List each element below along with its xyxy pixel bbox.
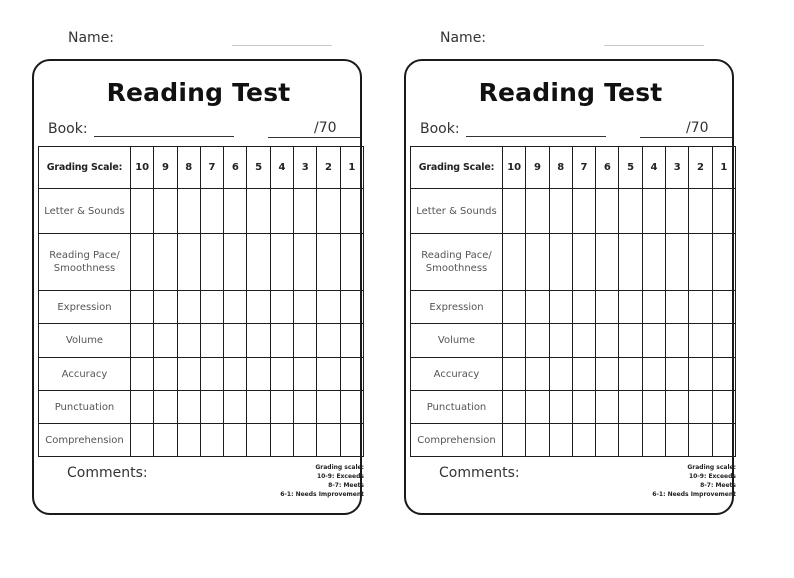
scale-value: 9 bbox=[154, 147, 177, 189]
score-cell[interactable] bbox=[503, 324, 526, 358]
score-cell[interactable] bbox=[666, 324, 689, 358]
scale-value: 1 bbox=[340, 147, 363, 189]
grading-scale-label: Grading Scale: bbox=[411, 147, 503, 189]
score-cell[interactable] bbox=[503, 291, 526, 324]
score-cell[interactable] bbox=[294, 324, 317, 358]
legend-line: 6-1: Needs Improvement bbox=[280, 491, 364, 498]
score-cell[interactable] bbox=[689, 391, 712, 424]
score-cell[interactable] bbox=[200, 391, 223, 424]
score-cell[interactable] bbox=[317, 234, 340, 291]
score-cell[interactable] bbox=[154, 189, 177, 234]
score-cell[interactable] bbox=[224, 424, 247, 457]
score-cell[interactable] bbox=[317, 189, 340, 234]
legend-line: 8-7: Meets bbox=[700, 482, 736, 489]
book-line[interactable] bbox=[94, 136, 234, 137]
score-cell[interactable] bbox=[131, 391, 154, 424]
score-cell[interactable] bbox=[712, 391, 735, 424]
score-line[interactable] bbox=[640, 137, 732, 138]
score-cell[interactable] bbox=[294, 291, 317, 324]
score-cell[interactable] bbox=[526, 358, 549, 391]
score-cell[interactable] bbox=[131, 189, 154, 234]
score-cell[interactable] bbox=[224, 291, 247, 324]
score-cell[interactable] bbox=[642, 424, 665, 457]
score-cell[interactable] bbox=[666, 189, 689, 234]
table-row bbox=[39, 324, 364, 358]
score-cell[interactable] bbox=[572, 234, 595, 291]
score-cell[interactable] bbox=[689, 358, 712, 391]
score-cell[interactable] bbox=[526, 189, 549, 234]
score-line[interactable] bbox=[268, 137, 360, 138]
name-line[interactable] bbox=[232, 45, 332, 46]
score-cell[interactable] bbox=[340, 424, 363, 457]
score-cell[interactable] bbox=[503, 234, 526, 291]
score-cell[interactable] bbox=[131, 324, 154, 358]
page-title: Reading Test bbox=[106, 78, 291, 107]
score-cell[interactable] bbox=[177, 291, 200, 324]
score-cell[interactable] bbox=[549, 189, 572, 234]
table-row bbox=[39, 147, 364, 189]
criterion-label: Reading Pace/ Smoothness bbox=[39, 234, 131, 291]
score-cell[interactable] bbox=[270, 324, 293, 358]
score-cell[interactable] bbox=[689, 234, 712, 291]
score-cell[interactable] bbox=[596, 234, 619, 291]
name-line[interactable] bbox=[604, 45, 704, 46]
table-row bbox=[411, 391, 736, 424]
score-cell[interactable] bbox=[619, 324, 642, 358]
score-cell[interactable] bbox=[200, 358, 223, 391]
score-cell[interactable] bbox=[642, 358, 665, 391]
table-row bbox=[411, 291, 736, 324]
score-cell[interactable] bbox=[294, 358, 317, 391]
score-cell[interactable] bbox=[247, 391, 270, 424]
score-cell[interactable] bbox=[131, 234, 154, 291]
criterion-label: Punctuation bbox=[39, 391, 131, 424]
score-cell[interactable] bbox=[689, 291, 712, 324]
name-label: Name: bbox=[440, 30, 487, 46]
score-cell[interactable] bbox=[224, 324, 247, 358]
score-cell[interactable] bbox=[619, 189, 642, 234]
criterion-label: Punctuation bbox=[411, 391, 503, 424]
score-cell[interactable] bbox=[247, 424, 270, 457]
score-cell[interactable] bbox=[572, 324, 595, 358]
score-cell[interactable] bbox=[270, 291, 293, 324]
score-cell[interactable] bbox=[317, 424, 340, 457]
score-cell[interactable] bbox=[177, 424, 200, 457]
table-row bbox=[411, 234, 736, 291]
score-cell[interactable] bbox=[619, 234, 642, 291]
score-cell[interactable] bbox=[131, 358, 154, 391]
score-cell[interactable] bbox=[572, 358, 595, 391]
score-cell[interactable] bbox=[177, 358, 200, 391]
criterion-label: Volume bbox=[411, 324, 503, 358]
criterion-label: Letter & Sounds bbox=[39, 189, 131, 234]
reading-test-sheet-right bbox=[372, 0, 769, 578]
scale-value: 1 bbox=[712, 147, 735, 189]
score-cell[interactable] bbox=[247, 324, 270, 358]
score-cell[interactable] bbox=[596, 291, 619, 324]
score-cell[interactable] bbox=[712, 324, 735, 358]
score-cell[interactable] bbox=[154, 291, 177, 324]
score-cell[interactable] bbox=[154, 424, 177, 457]
comments-label: Comments: bbox=[439, 465, 520, 481]
score-cell[interactable] bbox=[340, 234, 363, 291]
score-cell[interactable] bbox=[247, 189, 270, 234]
score-cell[interactable] bbox=[642, 324, 665, 358]
criterion-label: Expression bbox=[39, 291, 131, 324]
criterion-label: Accuracy bbox=[39, 358, 131, 391]
score-cell[interactable] bbox=[526, 391, 549, 424]
score-cell[interactable] bbox=[619, 424, 642, 457]
score-cell[interactable] bbox=[270, 358, 293, 391]
score-cell[interactable] bbox=[270, 391, 293, 424]
legend-line: 8-7: Meets bbox=[328, 482, 364, 489]
table-row bbox=[411, 358, 736, 391]
score-cell[interactable] bbox=[642, 391, 665, 424]
score-cell[interactable] bbox=[294, 189, 317, 234]
score-cell[interactable] bbox=[549, 291, 572, 324]
scale-value: 6 bbox=[224, 147, 247, 189]
table-row bbox=[411, 147, 736, 189]
score-cell[interactable] bbox=[340, 391, 363, 424]
scale-value: 2 bbox=[689, 147, 712, 189]
score-cell[interactable] bbox=[340, 189, 363, 234]
score-cell[interactable] bbox=[549, 391, 572, 424]
score-cell[interactable] bbox=[200, 189, 223, 234]
scale-value: 8 bbox=[549, 147, 572, 189]
book-line[interactable] bbox=[466, 136, 606, 137]
score-cell[interactable] bbox=[177, 391, 200, 424]
score-cell[interactable] bbox=[572, 291, 595, 324]
score-cell[interactable] bbox=[200, 424, 223, 457]
score-cell[interactable] bbox=[526, 291, 549, 324]
score-total: /70 bbox=[314, 120, 337, 136]
score-cell[interactable] bbox=[642, 234, 665, 291]
score-cell[interactable] bbox=[549, 358, 572, 391]
score-cell[interactable] bbox=[712, 358, 735, 391]
scale-value: 10 bbox=[503, 147, 526, 189]
score-cell[interactable] bbox=[340, 324, 363, 358]
score-cell[interactable] bbox=[689, 189, 712, 234]
grading-scale-label: Grading Scale: bbox=[39, 147, 131, 189]
score-cell[interactable] bbox=[666, 358, 689, 391]
name-label: Name: bbox=[68, 30, 115, 46]
table-row bbox=[39, 358, 364, 391]
page-title: Reading Test bbox=[478, 78, 663, 107]
score-cell[interactable] bbox=[526, 324, 549, 358]
score-cell[interactable] bbox=[177, 189, 200, 234]
score-cell[interactable] bbox=[712, 189, 735, 234]
score-cell[interactable] bbox=[642, 291, 665, 324]
scale-value: 6 bbox=[596, 147, 619, 189]
score-cell[interactable] bbox=[572, 424, 595, 457]
score-cell[interactable] bbox=[224, 234, 247, 291]
score-cell[interactable] bbox=[154, 234, 177, 291]
scale-value: 3 bbox=[294, 147, 317, 189]
score-cell[interactable] bbox=[666, 424, 689, 457]
criterion-label: Accuracy bbox=[411, 358, 503, 391]
grading-table bbox=[38, 146, 364, 457]
score-cell[interactable] bbox=[526, 234, 549, 291]
score-cell[interactable] bbox=[177, 324, 200, 358]
score-cell[interactable] bbox=[247, 358, 270, 391]
score-cell[interactable] bbox=[619, 291, 642, 324]
table-row bbox=[39, 234, 364, 291]
score-cell[interactable] bbox=[689, 324, 712, 358]
criterion-label: Letter & Sounds bbox=[411, 189, 503, 234]
legend-line: 10-9: Exceeds bbox=[316, 473, 364, 480]
score-cell[interactable] bbox=[666, 291, 689, 324]
score-cell[interactable] bbox=[549, 234, 572, 291]
scale-value: 7 bbox=[200, 147, 223, 189]
score-cell[interactable] bbox=[666, 234, 689, 291]
score-cell[interactable] bbox=[549, 324, 572, 358]
score-cell[interactable] bbox=[317, 324, 340, 358]
criterion-label: Expression bbox=[411, 291, 503, 324]
book-label: Book: bbox=[420, 121, 460, 137]
score-cell[interactable] bbox=[619, 391, 642, 424]
table-row bbox=[39, 424, 364, 457]
scale-value: 10 bbox=[131, 147, 154, 189]
score-cell[interactable] bbox=[317, 358, 340, 391]
scale-value: 2 bbox=[317, 147, 340, 189]
comments-label: Comments: bbox=[67, 465, 148, 481]
score-cell[interactable] bbox=[317, 291, 340, 324]
score-cell[interactable] bbox=[270, 234, 293, 291]
criterion-label: Comprehension bbox=[411, 424, 503, 457]
score-cell[interactable] bbox=[596, 424, 619, 457]
score-cell[interactable] bbox=[596, 189, 619, 234]
grading-legend bbox=[652, 463, 736, 499]
score-cell[interactable] bbox=[270, 424, 293, 457]
legend-line: 10-9: Exceeds bbox=[688, 473, 736, 480]
grading-table bbox=[410, 146, 736, 457]
score-cell[interactable] bbox=[642, 189, 665, 234]
score-cell[interactable] bbox=[340, 358, 363, 391]
scale-value: 7 bbox=[572, 147, 595, 189]
scale-value: 5 bbox=[619, 147, 642, 189]
score-cell[interactable] bbox=[294, 424, 317, 457]
scale-value: 4 bbox=[642, 147, 665, 189]
legend-line: Grading scale: bbox=[315, 464, 364, 471]
criterion-label: Volume bbox=[39, 324, 131, 358]
score-cell[interactable] bbox=[154, 324, 177, 358]
legend-line: 6-1: Needs Improvement bbox=[652, 491, 736, 498]
score-total: /70 bbox=[686, 120, 709, 136]
score-cell[interactable] bbox=[549, 424, 572, 457]
score-cell[interactable] bbox=[131, 291, 154, 324]
score-cell[interactable] bbox=[572, 189, 595, 234]
score-cell[interactable] bbox=[200, 291, 223, 324]
score-cell[interactable] bbox=[270, 189, 293, 234]
scale-value: 9 bbox=[526, 147, 549, 189]
grading-legend bbox=[280, 463, 364, 499]
score-cell[interactable] bbox=[572, 391, 595, 424]
score-cell[interactable] bbox=[712, 424, 735, 457]
score-cell[interactable] bbox=[294, 391, 317, 424]
score-cell[interactable] bbox=[689, 424, 712, 457]
table-row bbox=[39, 189, 364, 234]
scale-value: 4 bbox=[270, 147, 293, 189]
legend-line: Grading scale: bbox=[687, 464, 736, 471]
score-cell[interactable] bbox=[526, 424, 549, 457]
score-cell[interactable] bbox=[177, 234, 200, 291]
score-cell[interactable] bbox=[596, 358, 619, 391]
score-cell[interactable] bbox=[503, 189, 526, 234]
score-cell[interactable] bbox=[200, 234, 223, 291]
book-label: Book: bbox=[48, 121, 88, 137]
score-cell[interactable] bbox=[596, 391, 619, 424]
table-row bbox=[39, 291, 364, 324]
score-cell[interactable] bbox=[131, 424, 154, 457]
score-cell[interactable] bbox=[712, 234, 735, 291]
score-cell[interactable] bbox=[247, 291, 270, 324]
table-row bbox=[411, 424, 736, 457]
score-cell[interactable] bbox=[224, 391, 247, 424]
criterion-label: Comprehension bbox=[39, 424, 131, 457]
score-cell[interactable] bbox=[503, 358, 526, 391]
score-cell[interactable] bbox=[224, 189, 247, 234]
scale-value: 5 bbox=[247, 147, 270, 189]
score-cell[interactable] bbox=[224, 358, 247, 391]
score-cell[interactable] bbox=[503, 424, 526, 457]
score-cell[interactable] bbox=[247, 234, 270, 291]
score-cell[interactable] bbox=[503, 391, 526, 424]
table-row bbox=[411, 324, 736, 358]
score-cell[interactable] bbox=[596, 324, 619, 358]
table-row bbox=[39, 391, 364, 424]
score-cell[interactable] bbox=[317, 391, 340, 424]
scale-value: 3 bbox=[666, 147, 689, 189]
table-row bbox=[411, 189, 736, 234]
score-cell[interactable] bbox=[200, 324, 223, 358]
score-cell[interactable] bbox=[712, 291, 735, 324]
score-cell[interactable] bbox=[154, 358, 177, 391]
score-cell[interactable] bbox=[619, 358, 642, 391]
score-cell[interactable] bbox=[294, 234, 317, 291]
score-cell[interactable] bbox=[666, 391, 689, 424]
criterion-label: Reading Pace/ Smoothness bbox=[411, 234, 503, 291]
score-cell[interactable] bbox=[154, 391, 177, 424]
score-cell[interactable] bbox=[340, 291, 363, 324]
scale-value: 8 bbox=[177, 147, 200, 189]
